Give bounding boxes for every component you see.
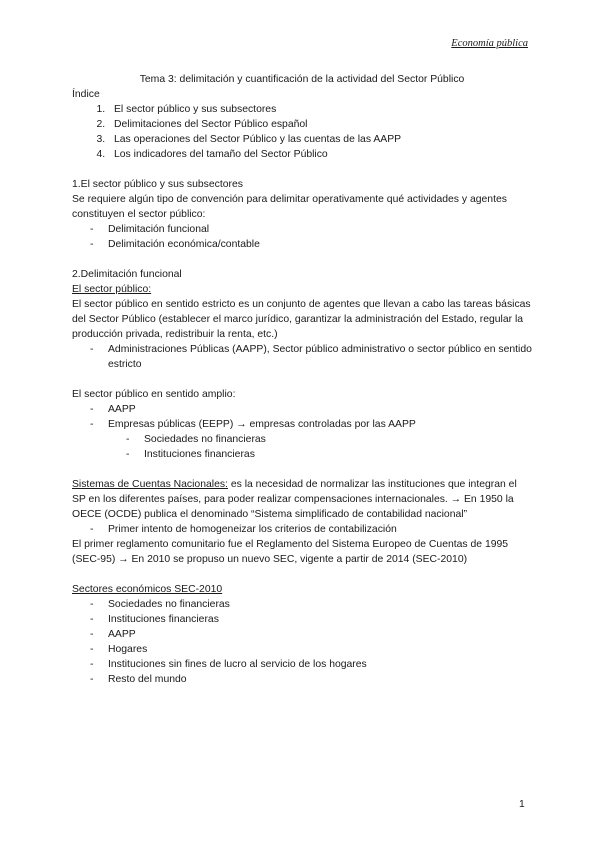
index-item: 3. Las operaciones del Sector Público y las cuentas de las AAPP [108,132,532,147]
broad-sector-intro: El sector público en sentido amplio: [72,389,236,400]
section-2-subheading: El sector público: [72,284,152,295]
index-item: 2. Delimitaciones del Sector Público español [108,117,532,132]
index-heading: Índice [72,89,100,100]
eepp-sublist [72,432,532,462]
list-item: - Resto del mundo [72,672,532,687]
list-item: - Administraciones Públicas (AAPP), Sector público administrativo o sector público en sentido estricto [72,342,532,372]
scn-list [72,522,532,537]
index-item: 1. El sector público y sus subsectores [108,102,532,117]
list-item: - AAPP [72,402,532,417]
list-item: - AAPP [72,627,532,642]
strict-sector-list [72,342,532,372]
list-item: - Sociedades no financieras [72,597,532,612]
document-title: Tema 3: delimitación y cuantificación de la actividad del Sector Público [139,74,465,85]
running-header: Economía pública [451,38,528,49]
sectors-heading: Sectores económicos SEC-2010 [72,584,223,595]
list-item: - Delimitación funcional [72,222,532,237]
index-list [72,102,532,162]
section-2-heading: 2.Delimitación funcional [72,269,182,280]
section-1-heading: 1.El sector público y sus subsectores [72,179,243,190]
broad-sector-list [72,402,532,432]
page-number: 1 [519,799,525,810]
scn-label: Sistemas de Cuentas Nacionales: [72,479,228,490]
document-body [72,72,532,687]
list-item: - Hogares [72,642,532,657]
list-item: - Primer intento de homogeneizar los criterios de contabilización [72,522,532,537]
list-item: - Instituciones financieras [72,612,532,627]
list-item: - Delimitación económica/contable [72,237,532,252]
scn-paragraph [72,477,532,522]
section-1-paragraph: Se requiere algún tipo de convención para delimitar operativamente qué actividades y agentes constituyen el sector público: [72,194,507,220]
section-1-list [72,222,532,252]
index-item: 4. Los indicadores del tamaño del Sector Público [108,147,532,162]
scn-text: es la necesidad de normalizar las instituciones que integran el SP en los diferentes países, para poder realizar compensaciones internacionales. → En 1950 la OECE (OCDE) publica el denominado “Sistema simplificado de contabilidad nacional” [72,479,517,520]
sec-paragraph: El primer reglamento comunitario fue el Reglamento del Sistema Europeo de Cuentas de 1995 (SEC-95) → En 2010 se propuso un nuevo SEC, vigente a partir de 2014 (SEC-2010) [72,539,509,565]
list-item: - Instituciones sin fines de lucro al servicio de los hogares [72,657,532,672]
section-2-paragraph: El sector público en sentido estricto es un conjunto de agentes que llevan a cabo las tareas básicas del Sector Público (establecer el marco jurídico, garantizar la administración del Estado, regular la producción privada, redistribuir la renta, etc.) [72,299,531,340]
sectors-list [72,597,532,687]
list-item: - Sociedades no financieras [72,432,532,447]
list-item: - Instituciones financieras [72,447,532,462]
list-item: - Empresas públicas (EEPP) → empresas controladas por las AAPP [72,417,532,432]
